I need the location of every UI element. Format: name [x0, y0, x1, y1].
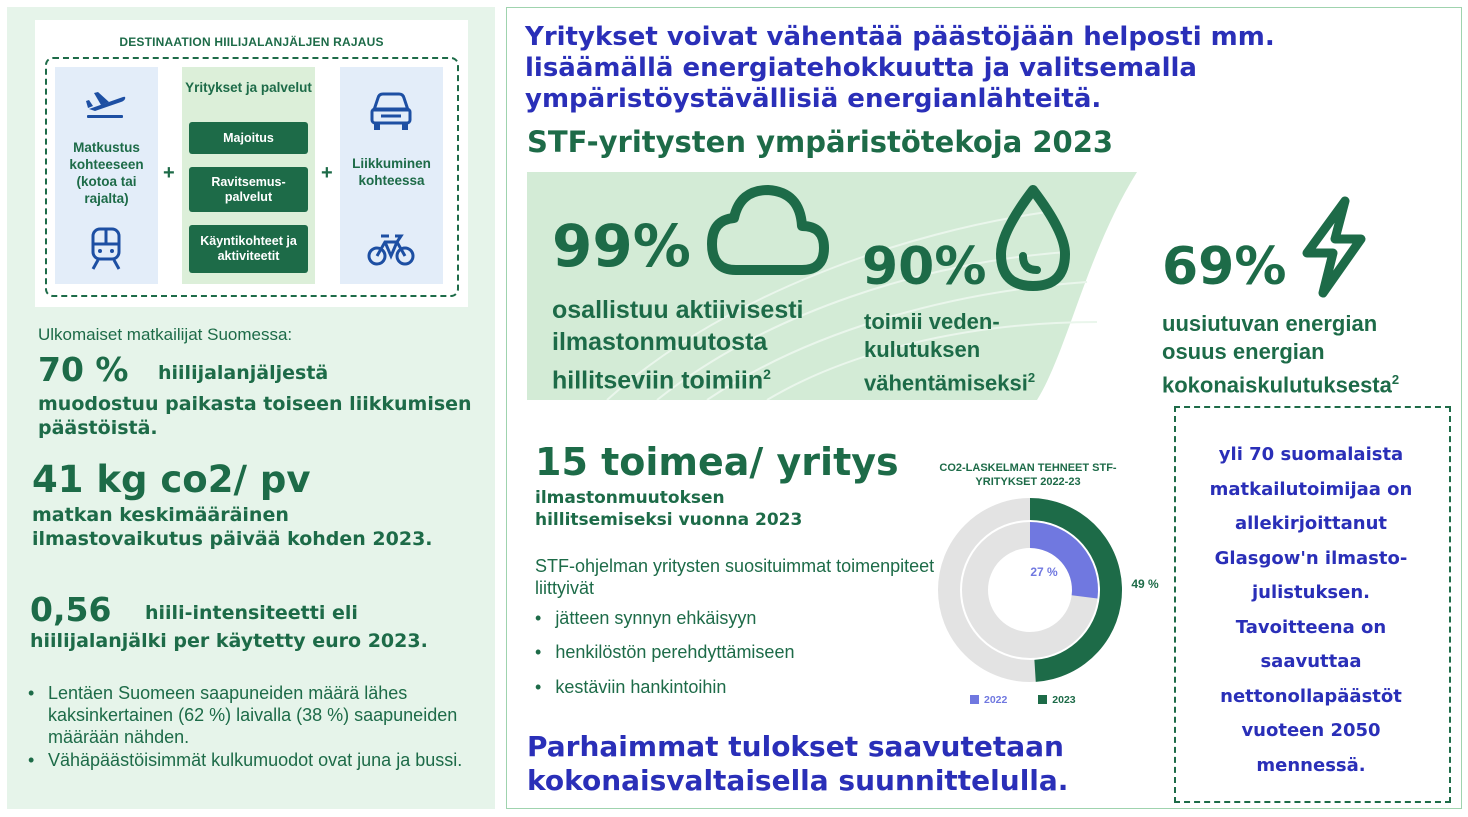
action-sustainable-procurement: kestäviin hankintoihin: [555, 677, 727, 697]
chart-legend: [970, 694, 1076, 706]
action-staff-training: henkilöstön perehdyttämiseen: [555, 642, 795, 662]
bicycle-icon: [367, 233, 415, 267]
stat-90-description: toimii veden- kulutuksen vähentämiseksi$^2$: [864, 309, 1036, 396]
stat-99-value: 99%: [552, 212, 691, 280]
stat-69-description: uusiutuvan energian osuus energian kokonaiskulutuksesta$^2$: [1162, 311, 1400, 398]
service-accommodation: Majoitus: [189, 122, 308, 154]
data-label-2023: 49 %: [1131, 577, 1159, 591]
stat-70-text: hiilijalanjäljestä: [158, 362, 329, 384]
plus-sign: +: [321, 162, 333, 184]
stat-90-value: 90%: [862, 237, 987, 297]
stat-carbon-intensity-text: hiili-intensiteetti eli: [145, 602, 358, 624]
intro-text: Ulkomaiset matkailijat Suomessa:: [38, 325, 293, 344]
legend-swatch-2022: [970, 695, 979, 704]
car-icon: [369, 92, 413, 132]
water-drop-icon: [993, 184, 1073, 292]
legend-swatch-2023: [1038, 695, 1047, 704]
action-waste-prevention: jätteen synnyn ehkäisyyn: [555, 608, 757, 628]
local-mobility-label: Liikkuminen kohteessa: [352, 156, 431, 188]
services-title: Yritykset ja palvelut: [185, 80, 312, 95]
local-mobility-column: [340, 67, 443, 284]
diagram-title: DESTINAATION HIILIJALANJÄLJEN RAJAUS: [119, 35, 384, 49]
travel-column: [55, 67, 158, 284]
bullet-flights-vs-ship: Lentäen Suomeen saapuneiden määrä lähes kaksinkertainen (62 %) laivalla (38 %) saapuneiden määrään nähden.: [48, 683, 458, 747]
airplane-icon: [85, 87, 127, 119]
glasgow-declaration-text: yli 70 suomalaista matkailutoimijaa on allekirjoittanut Glasgow'n ilmasto- julistuksen. Tavoitteena on saavuttaa nettonollapäästöt vuoteen 2050 mennessä.: [1209, 444, 1413, 776]
list-item: • Lentäen Suomeen saapuneiden määrä lähes kaksinkertainen (62 %) laivalla (38 %) saapuneiden määrään nähden.: [28, 683, 458, 747]
actions-per-company: 15 toimea/ yritys: [535, 440, 899, 484]
stat-41kg: 41 kg co2/ pv: [32, 458, 311, 501]
cloud-icon: [706, 180, 830, 276]
bullet-low-emission-modes: Vähäpäästöisimmät kulkumuodot ovat juna ja bussi.: [48, 750, 463, 770]
plus-sign: +: [163, 162, 175, 184]
section-title: STF-yritysten ympäristötekoja 2023: [527, 125, 1114, 159]
travel-label: Matkustus kohteeseen (kotoa tai rajalta): [69, 140, 144, 206]
service-restaurants: Ravitsemus-palvelut: [189, 167, 308, 212]
stat-69-value: 69%: [1162, 237, 1287, 297]
headline: Yritykset voivat vähentää päästöjään helposti mm. lisäämällä energiatehokkuutta ja valitsemalla ympäristöystävällisiä energianlähteitä.: [525, 22, 1275, 114]
stat-70-percent: 70 %: [38, 350, 129, 389]
list-item: • Vähäpäästöisimmät kulkumuodot ovat juna ja bussi.: [28, 750, 463, 770]
train-icon: [88, 227, 124, 271]
list-item: • jätteen synnyn ehkäisyyn: [535, 608, 757, 628]
carbon-footprint-scope-diagram: [35, 20, 468, 307]
stat-41kg-description: matkan keskimääräinen ilmastovaikutus päivää kohden 2023.: [32, 504, 433, 550]
footer-headline: Parhaimmat tulokset saavutetaan kokonaisvaltaisella suunnittelulla.: [527, 730, 1069, 797]
list-item: • henkilöstön perehdyttämiseen: [535, 642, 795, 662]
popular-actions-intro: STF-ohjelman yritysten suosituimmat toimenpiteet liittyivät: [535, 556, 935, 598]
lightning-icon: [1295, 195, 1373, 299]
chart-title: CO2-LASKELMAN TEHNEET STF-YRITYKSET 2022-23: [939, 462, 1117, 488]
stat-carbon-intensity: 0,56: [30, 590, 112, 629]
data-label-2022: 27 %: [1030, 565, 1058, 579]
stat-99-description: osallistuu aktiivisesti ilmastonmuutosta hillitseviin toimiin$^2$: [552, 296, 804, 395]
stat-carbon-intensity-description: hiilijalanjälki per käytetty euro 2023.: [30, 630, 428, 652]
services-column: [182, 67, 315, 284]
co2-calculation-donut-chart: [930, 495, 1170, 685]
actions-subtitle: ilmastonmuutoksen hillitsemiseksi vuonna 2023: [535, 488, 803, 530]
legend-label-2022: 2022: [984, 694, 1008, 706]
service-attractions: Käyntikohteet ja aktiviteetit: [189, 225, 308, 273]
list-item: • kestäviin hankintoihin: [535, 677, 727, 697]
bullet-list: [28, 682, 468, 771]
legend-label-2023: 2023: [1052, 694, 1076, 706]
stat-70-description: muodostuu paikasta toiseen liikkumisen päästöistä.: [38, 393, 472, 439]
